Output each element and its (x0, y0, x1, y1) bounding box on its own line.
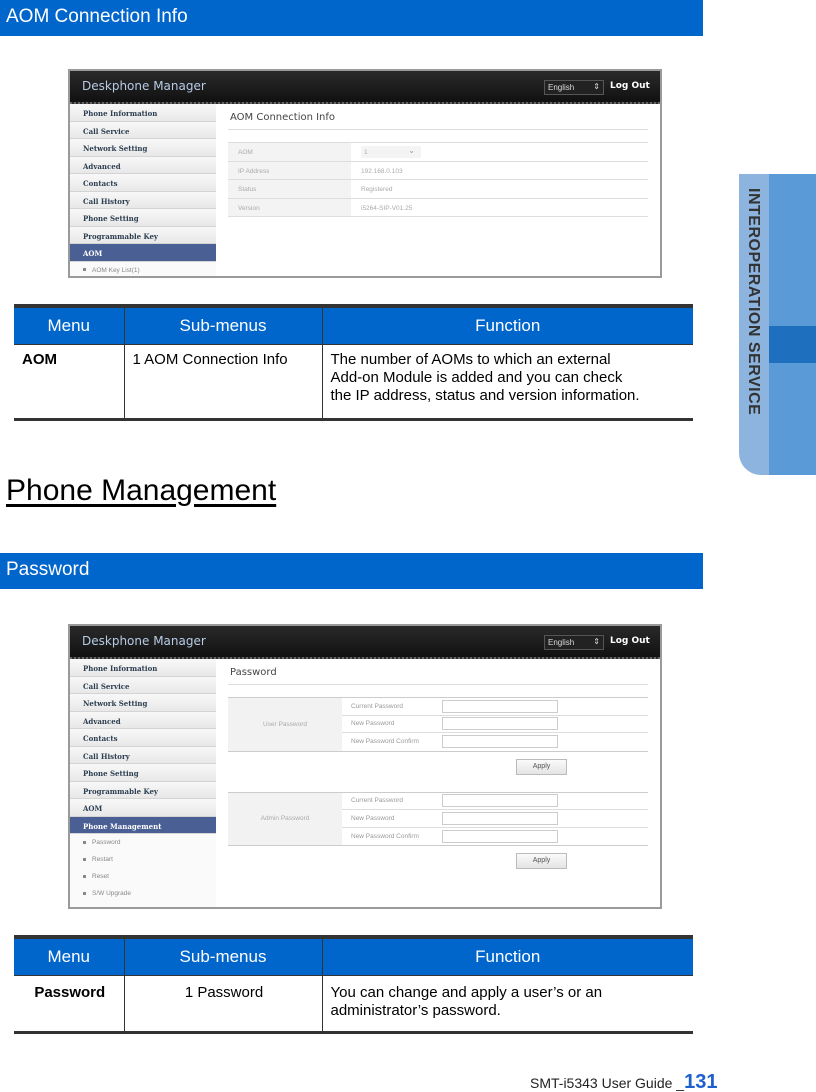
tab-dark-band (769, 174, 816, 475)
admin-new-password-input[interactable] (442, 812, 558, 825)
tab-position-marker (769, 326, 816, 363)
menu-table-password (14, 935, 693, 1034)
subnav-password[interactable] (70, 834, 216, 851)
page-heading: Phone Management (6, 474, 277, 507)
nav-network-setting[interactable]: Network Setting (70, 139, 216, 157)
subnav-restart[interactable] (70, 851, 216, 868)
subnav-label: S/W Upgrade (92, 890, 132, 897)
function-line: The number of AOMs to which an external (330, 350, 611, 368)
nav-contacts[interactable]: Contacts (70, 174, 216, 192)
nav-call-history[interactable]: Call History (70, 192, 216, 210)
menu-table-aom (14, 304, 693, 421)
aom-select-value: 1 (364, 149, 368, 156)
select-arrows-icon: ⇕ (593, 82, 600, 91)
content-area (228, 104, 648, 276)
nav-advanced[interactable]: Advanced (70, 157, 216, 175)
aom-select[interactable] (361, 146, 421, 158)
bullet-icon (83, 892, 86, 895)
app-brand: Deskphone Manager (82, 79, 206, 93)
bullet-icon (83, 858, 86, 861)
bullet-icon (83, 268, 86, 271)
subnav-label: Restart (92, 856, 113, 863)
nav-programmable-key[interactable]: Programmable Key (70, 227, 216, 245)
admin-apply-button[interactable]: Apply (516, 853, 567, 869)
info-value: Registered (361, 186, 393, 193)
user-new-password-confirm-input[interactable] (442, 735, 558, 748)
field-label: New Password Confirm (351, 832, 419, 840)
nav-advanced[interactable]: Advanced (70, 712, 216, 730)
user-password-block (228, 697, 648, 752)
nav-aom[interactable]: AOM (70, 799, 216, 817)
page-footer (530, 1071, 717, 1092)
cell-menu: AOM (22, 350, 57, 368)
info-value: 192.168.0.103 (361, 167, 403, 175)
section-title: AOM Connection Info (6, 6, 188, 27)
language-value: English (548, 638, 575, 647)
admin-current-password-input[interactable] (442, 794, 558, 807)
info-key: IP Address (228, 162, 351, 180)
cell-submenu: 1 AOM Connection Info (124, 344, 322, 418)
subnav-reset[interactable] (70, 868, 216, 885)
info-row (228, 162, 648, 181)
col-submenus: Sub-menus (124, 308, 322, 344)
info-row (228, 180, 648, 199)
nav-call-history[interactable]: Call History (70, 747, 216, 765)
guide-title: SMT-i5343 User Guide _ (530, 1075, 685, 1091)
section-title: Password (6, 559, 90, 580)
info-value: i5264-SIP-V01.25 (361, 204, 413, 212)
select-arrows-icon: ⇕ (593, 637, 600, 646)
info-key: Version (228, 199, 351, 217)
chevron-down-icon: ⌄ (408, 146, 415, 155)
app-header (70, 626, 660, 659)
page-number: 131 (684, 1071, 718, 1092)
nav-aom[interactable]: AOM (70, 244, 216, 262)
screenshot-aom-connection-info (68, 69, 662, 278)
nav-phone-setting[interactable]: Phone Setting (70, 764, 216, 782)
field-label: New Password (351, 814, 395, 822)
nav-phone-information[interactable]: Phone Information (70, 659, 216, 677)
bullet-icon (83, 841, 86, 844)
info-key: Status (228, 180, 351, 198)
aom-info-table (228, 142, 648, 217)
subnav-label: Password (92, 839, 121, 846)
user-apply-button[interactable]: Apply (516, 759, 567, 775)
subnav-sw-upgrade[interactable] (70, 885, 216, 902)
info-row (228, 143, 648, 162)
section-header-aom-connection-info (0, 0, 703, 36)
table-row (14, 975, 693, 1031)
language-select[interactable] (544, 635, 604, 650)
user-current-password-input[interactable] (442, 700, 558, 713)
sidebar (70, 659, 216, 907)
language-value: English (548, 83, 575, 92)
admin-new-password-confirm-input[interactable] (442, 830, 558, 843)
subnav-label: AOM Key List(1) (92, 266, 140, 274)
function-line: administrator’s password. (330, 1001, 501, 1019)
info-key: AOM (228, 143, 351, 161)
block-label: Admin Password (228, 793, 342, 846)
section-header-password (0, 553, 703, 589)
info-value (351, 143, 421, 161)
chapter-side-tab (739, 174, 816, 475)
field-label: New Password (351, 720, 395, 728)
logout-link[interactable]: Log Out (610, 81, 650, 91)
nav-phone-setting[interactable]: Phone Setting (70, 209, 216, 227)
info-row (228, 199, 648, 218)
cell-menu: Password (34, 983, 106, 1001)
col-function: Function (322, 939, 693, 975)
function-line: Add-on Module is added and you can check (330, 368, 623, 386)
cell-function (322, 344, 693, 418)
col-submenus: Sub-menus (124, 939, 322, 975)
field-label: Current Password (351, 797, 404, 805)
nav-contacts[interactable]: Contacts (70, 729, 216, 747)
field-label: New Password Confirm (351, 738, 419, 746)
sidebar (70, 104, 216, 276)
language-select[interactable] (544, 80, 604, 95)
field-label: Current Password (351, 702, 404, 710)
cell-submenu: 1 Password (124, 975, 322, 1031)
function-line: You can change and apply a user’s or an (330, 983, 603, 1001)
content-area (228, 659, 648, 907)
app-header (70, 71, 660, 104)
nav-network-setting[interactable]: Network Setting (70, 694, 216, 712)
col-menu: Menu (14, 939, 124, 975)
block-label: User Password (228, 698, 342, 751)
col-menu: Menu (14, 308, 124, 344)
cell-function (322, 975, 693, 1031)
admin-password-block (228, 792, 648, 847)
nav-call-service[interactable]: Call Service (70, 677, 216, 695)
subnav-aom-key-list[interactable] (70, 262, 216, 279)
nav-phone-management[interactable]: Phone Management (70, 817, 216, 835)
table-row (14, 344, 693, 418)
function-line: the IP address, status and version information. (330, 386, 640, 404)
chapter-label: INTEROPERATION SERVICE (745, 188, 762, 416)
col-function: Function (322, 308, 693, 344)
nav-programmable-key[interactable]: Programmable Key (70, 782, 216, 800)
bullet-icon (83, 875, 86, 878)
content-title: Password (228, 659, 648, 685)
user-new-password-input[interactable] (442, 717, 558, 730)
subnav-label: Reset (92, 873, 109, 880)
nav-call-service[interactable]: Call Service (70, 122, 216, 140)
logout-link[interactable]: Log Out (610, 636, 650, 646)
app-brand: Deskphone Manager (82, 634, 206, 648)
screenshot-password (68, 624, 662, 909)
nav-phone-information[interactable]: Phone Information (70, 104, 216, 122)
content-title: AOM Connection Info (228, 104, 648, 130)
